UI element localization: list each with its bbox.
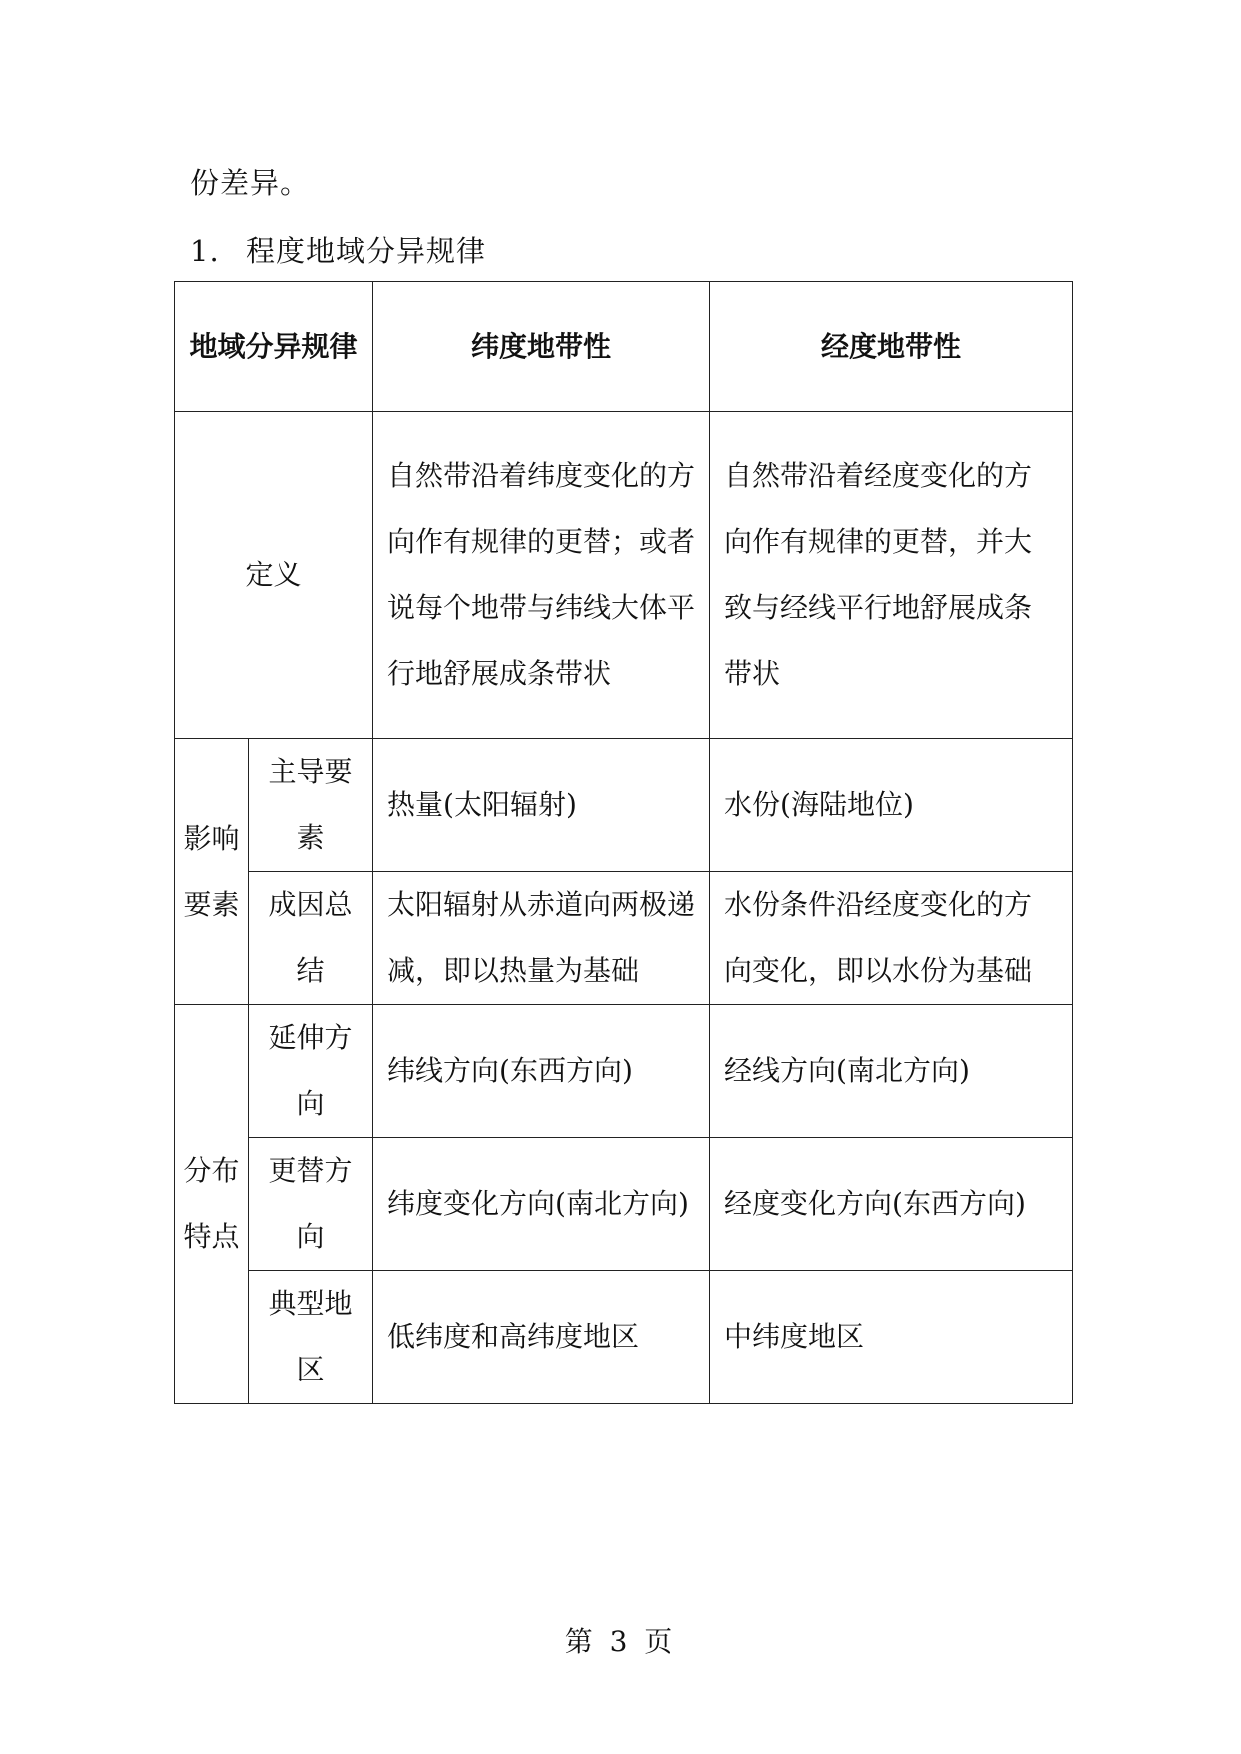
typical-region-longitudinal: 中纬度地区 xyxy=(710,1271,1073,1404)
header-latitudinal: 纬度地带性 xyxy=(373,282,710,412)
intro-line: 份差异。 xyxy=(190,166,311,200)
table-row-definition xyxy=(175,412,1073,739)
typical-region-latitudinal: 低纬度和高纬度地区 xyxy=(373,1271,710,1404)
alternation-direction-latitudinal: 纬度变化方向(南北方向) xyxy=(373,1138,710,1271)
section-number: 1. xyxy=(190,234,220,268)
influence-group-label: 影响要素 xyxy=(175,739,249,1005)
regional-differentiation-table xyxy=(174,281,1073,1404)
alternation-direction-label: 更替方向 xyxy=(249,1138,373,1271)
extension-direction-label: 延伸方向 xyxy=(249,1005,373,1138)
cause-summary-label: 成因总结 xyxy=(249,872,373,1005)
distribution-group-label: 分布特点 xyxy=(175,1005,249,1404)
definition-longitudinal: 自然带沿着经度变化的方向作有规律的更替，并大致与经线平行地舒展成条带状 xyxy=(710,412,1073,739)
cause-summary-latitudinal: 太阳辐射从赤道向两极递减，即以热量为基础 xyxy=(373,872,710,1005)
table-row-dominant-factor xyxy=(175,739,1073,872)
table-row-extension-direction xyxy=(175,1005,1073,1138)
header-longitudinal: 经度地带性 xyxy=(710,282,1073,412)
typical-region-label: 典型地区 xyxy=(249,1271,373,1404)
section-title: 程度地域分异规律 xyxy=(246,234,487,268)
dominant-factor-latitudinal: 热量(太阳辐射) xyxy=(373,739,710,872)
table-row-cause-summary xyxy=(175,872,1073,1005)
table-row-alternation-direction xyxy=(175,1138,1073,1271)
section-heading xyxy=(190,231,486,271)
table-row-typical-region xyxy=(175,1271,1073,1404)
alternation-direction-longitudinal: 经度变化方向(东西方向) xyxy=(710,1138,1073,1271)
page-footer: 第 3 页 xyxy=(564,1625,677,1658)
table-header-row xyxy=(175,282,1073,412)
cause-summary-longitudinal: 水份条件沿经度变化的方向变化，即以水份为基础 xyxy=(710,872,1073,1005)
header-rule: 地域分异规律 xyxy=(175,282,373,412)
dominant-factor-label: 主导要素 xyxy=(249,739,373,872)
dominant-factor-longitudinal: 水份(海陆地位) xyxy=(710,739,1073,872)
definition-latitudinal: 自然带沿着纬度变化的方向作有规律的更替；或者说每个地带与纬线大体平行地舒展成条带状 xyxy=(373,412,710,739)
extension-direction-latitudinal: 纬线方向(东西方向) xyxy=(373,1005,710,1138)
extension-direction-longitudinal: 经线方向(南北方向) xyxy=(710,1005,1073,1138)
definition-label: 定义 xyxy=(175,412,373,739)
